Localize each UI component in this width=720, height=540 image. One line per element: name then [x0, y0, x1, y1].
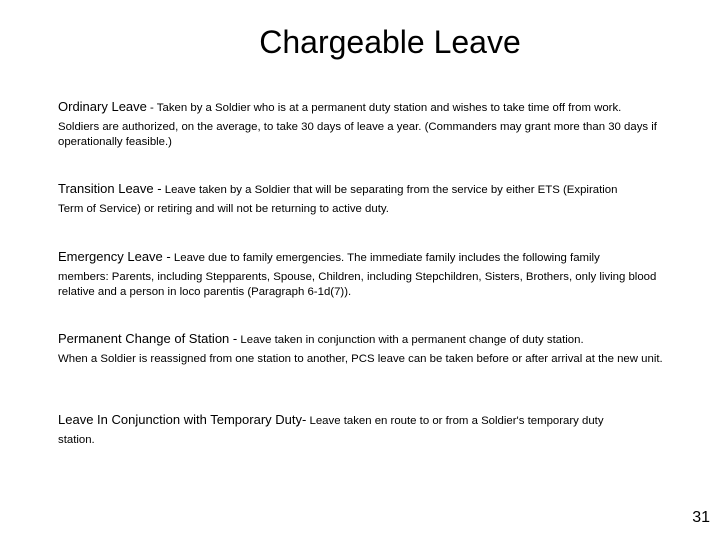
entry-ordinary-leave-rest: Soldiers are authorized, on the average, to take 30 days of leave a year. (Commanders may grant more than 30 days if operationally feasible.): [58, 121, 657, 148]
term-permanent-change-of-station: Permanent Change of Station -: [58, 331, 238, 346]
entry-pcs-line1: Leave taken in conjunction with a permanent change of duty station.: [237, 334, 584, 346]
entry-transition-leave-line1: Leave taken by a Soldier that will be separating from the service by either ETS (Expiration: [161, 184, 618, 196]
page-number: 31: [692, 509, 710, 526]
term-ordinary-leave: Ordinary Leave: [58, 99, 147, 114]
entry-ordinary-leave-line1: - Taken by a Soldier who is at a permanent duty station and wishes to take time off from work.: [146, 102, 622, 114]
term-emergency-leave: Emergency Leave -: [58, 249, 171, 264]
entry-ordinary-leave: [58, 99, 663, 150]
slide-title: Chargeable Leave: [259, 24, 521, 60]
entry-tdy-line1: Leave taken en route to or from a Soldier's temporary duty: [306, 415, 604, 427]
entry-emergency-leave-rest: members: Parents, including Stepparents, Spouse, Children, including Stepchildren, Sisters, Brothers, only living blood relative and a person in loco parentis (Paragraph 6-1d(7)).: [58, 271, 657, 298]
term-transition-leave: Transition Leave -: [58, 181, 162, 196]
entry-tdy-rest: station.: [58, 434, 95, 446]
entry-transition-leave-rest: Term of Service) or retiring and will not be returning to active duty.: [58, 203, 389, 215]
entry-permanent-change-of-station: [58, 331, 663, 367]
entry-transition-leave: [58, 181, 663, 217]
term-leave-with-temporary-duty: Leave In Conjunction with Temporary Duty-: [58, 412, 307, 427]
entry-leave-with-temporary-duty: [58, 412, 663, 448]
entry-pcs-rest: When a Soldier is reassigned from one station to another, PCS leave can be taken before or after arrival at the new unit.: [58, 353, 663, 365]
entry-emergency-leave: [58, 249, 663, 300]
entry-emergency-leave-line1: Leave due to family emergencies. The immediate family includes the following family: [170, 252, 600, 264]
